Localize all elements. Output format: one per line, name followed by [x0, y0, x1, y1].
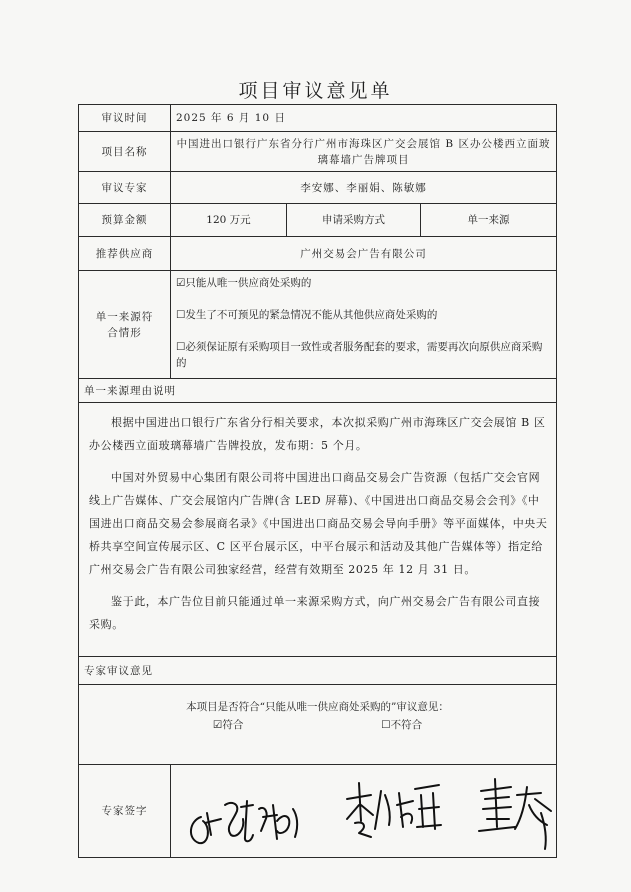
row-opinion-heading	[79, 657, 557, 685]
reason-body	[79, 403, 557, 657]
unchecked-box-icon: ☐	[381, 719, 391, 731]
choice-agree: ☑符合	[212, 719, 244, 731]
situation-options	[171, 271, 557, 379]
choice-disagree: ☐不符合	[381, 719, 423, 731]
situation-option-1: ☑只能从唯一供应商处采购的	[176, 277, 312, 289]
supplier-label: 推荐供应商	[79, 237, 171, 271]
checked-box-icon: ☑	[212, 719, 223, 731]
project-name-value: 中国进出口银行广东省分行广州市海珠区广交会展馆 B 区办公楼西立面玻璃幕墙广告牌项目	[171, 132, 557, 172]
unchecked-box-icon: ☐	[176, 341, 186, 353]
row-review-time	[79, 105, 557, 132]
signature-label: 专家签字	[79, 765, 171, 858]
review-time-label: 审议时间	[79, 105, 171, 132]
opinion-body	[79, 685, 557, 765]
situation-option-2: ☐发生了不可预见的紧急情况不能从其他供应商处采购的	[176, 309, 438, 321]
experts-value: 李安娜、李丽娟、陈敏娜	[171, 172, 557, 204]
reason-paragraph: 根据中国进出口银行广东省分行相关要求，本次拟采购广州市海珠区广交会展馆 B 区办公楼西立面玻璃幕墙广告牌投放，发布期：5 个月。	[89, 416, 546, 452]
unchecked-box-icon: ☐	[176, 309, 186, 321]
review-time-value: 2025 年 6 月 10 日	[171, 105, 557, 132]
budget-value: 120 万元	[171, 204, 287, 237]
row-experts	[79, 172, 557, 204]
opinion-heading: 专家审议意见	[79, 657, 557, 685]
budget-label: 预算金额	[79, 204, 171, 237]
situation-label: 单一来源符合情形	[79, 271, 171, 379]
checked-box-icon: ☑	[176, 277, 186, 289]
project-name-label: 项目名称	[79, 132, 171, 172]
row-supplier	[79, 237, 557, 271]
method-value: 单一来源	[421, 204, 557, 237]
opinion-statement: 本项目是否符合“只能从唯一供应商处采购的”审议意见：	[186, 701, 449, 713]
row-situation	[79, 271, 557, 379]
supplier-value: 广州交易会广告有限公司	[171, 237, 557, 271]
row-budget	[79, 204, 557, 237]
document-title: 项目审议意见单	[238, 80, 393, 102]
experts-label: 审议专家	[79, 172, 171, 204]
row-project-name	[79, 132, 557, 172]
row-opinion-body	[79, 685, 557, 765]
row-signature	[79, 765, 557, 858]
reason-paragraph: 中国对外贸易中心集团有限公司将中国进出口商品交易会广告资源（包括广交会官网线上广告媒体、广交会展馆内广告牌(含 LED 屏幕)、《中国进出口商品交易会会刊》《中国进出口商品交易会参展商名录》《中国进出口商品交易会导向手册》等平面媒体，中央天桥共享空间宣传展示区、C 区平台展示区，中平台展示和活动及其他广告媒体等）指定给广州交易会广告有限公司独家经营，经营有效期至 2025 年 12 月 31 日。	[89, 471, 548, 576]
row-reason-body	[79, 403, 557, 657]
opinion-choices	[144, 717, 491, 733]
situation-option-3: ☐必须保证原有采购项目一致性或者服务配套的要求，需要再次向原供应商采购的	[176, 341, 543, 369]
signature-area	[171, 765, 557, 858]
row-reason-heading	[79, 379, 557, 403]
handwritten-signature-3	[471, 765, 557, 857]
handwritten-signature-1	[181, 765, 311, 857]
method-label: 申请采购方式	[287, 204, 421, 237]
reason-paragraph: 鉴于此，本广告位目前只能通过单一来源采购方式，向广州交易会广告有限公司直接采购。	[89, 595, 541, 631]
handwritten-signature-2	[341, 765, 451, 857]
review-form-table	[78, 104, 557, 858]
reason-heading: 单一来源理由说明	[79, 379, 557, 403]
